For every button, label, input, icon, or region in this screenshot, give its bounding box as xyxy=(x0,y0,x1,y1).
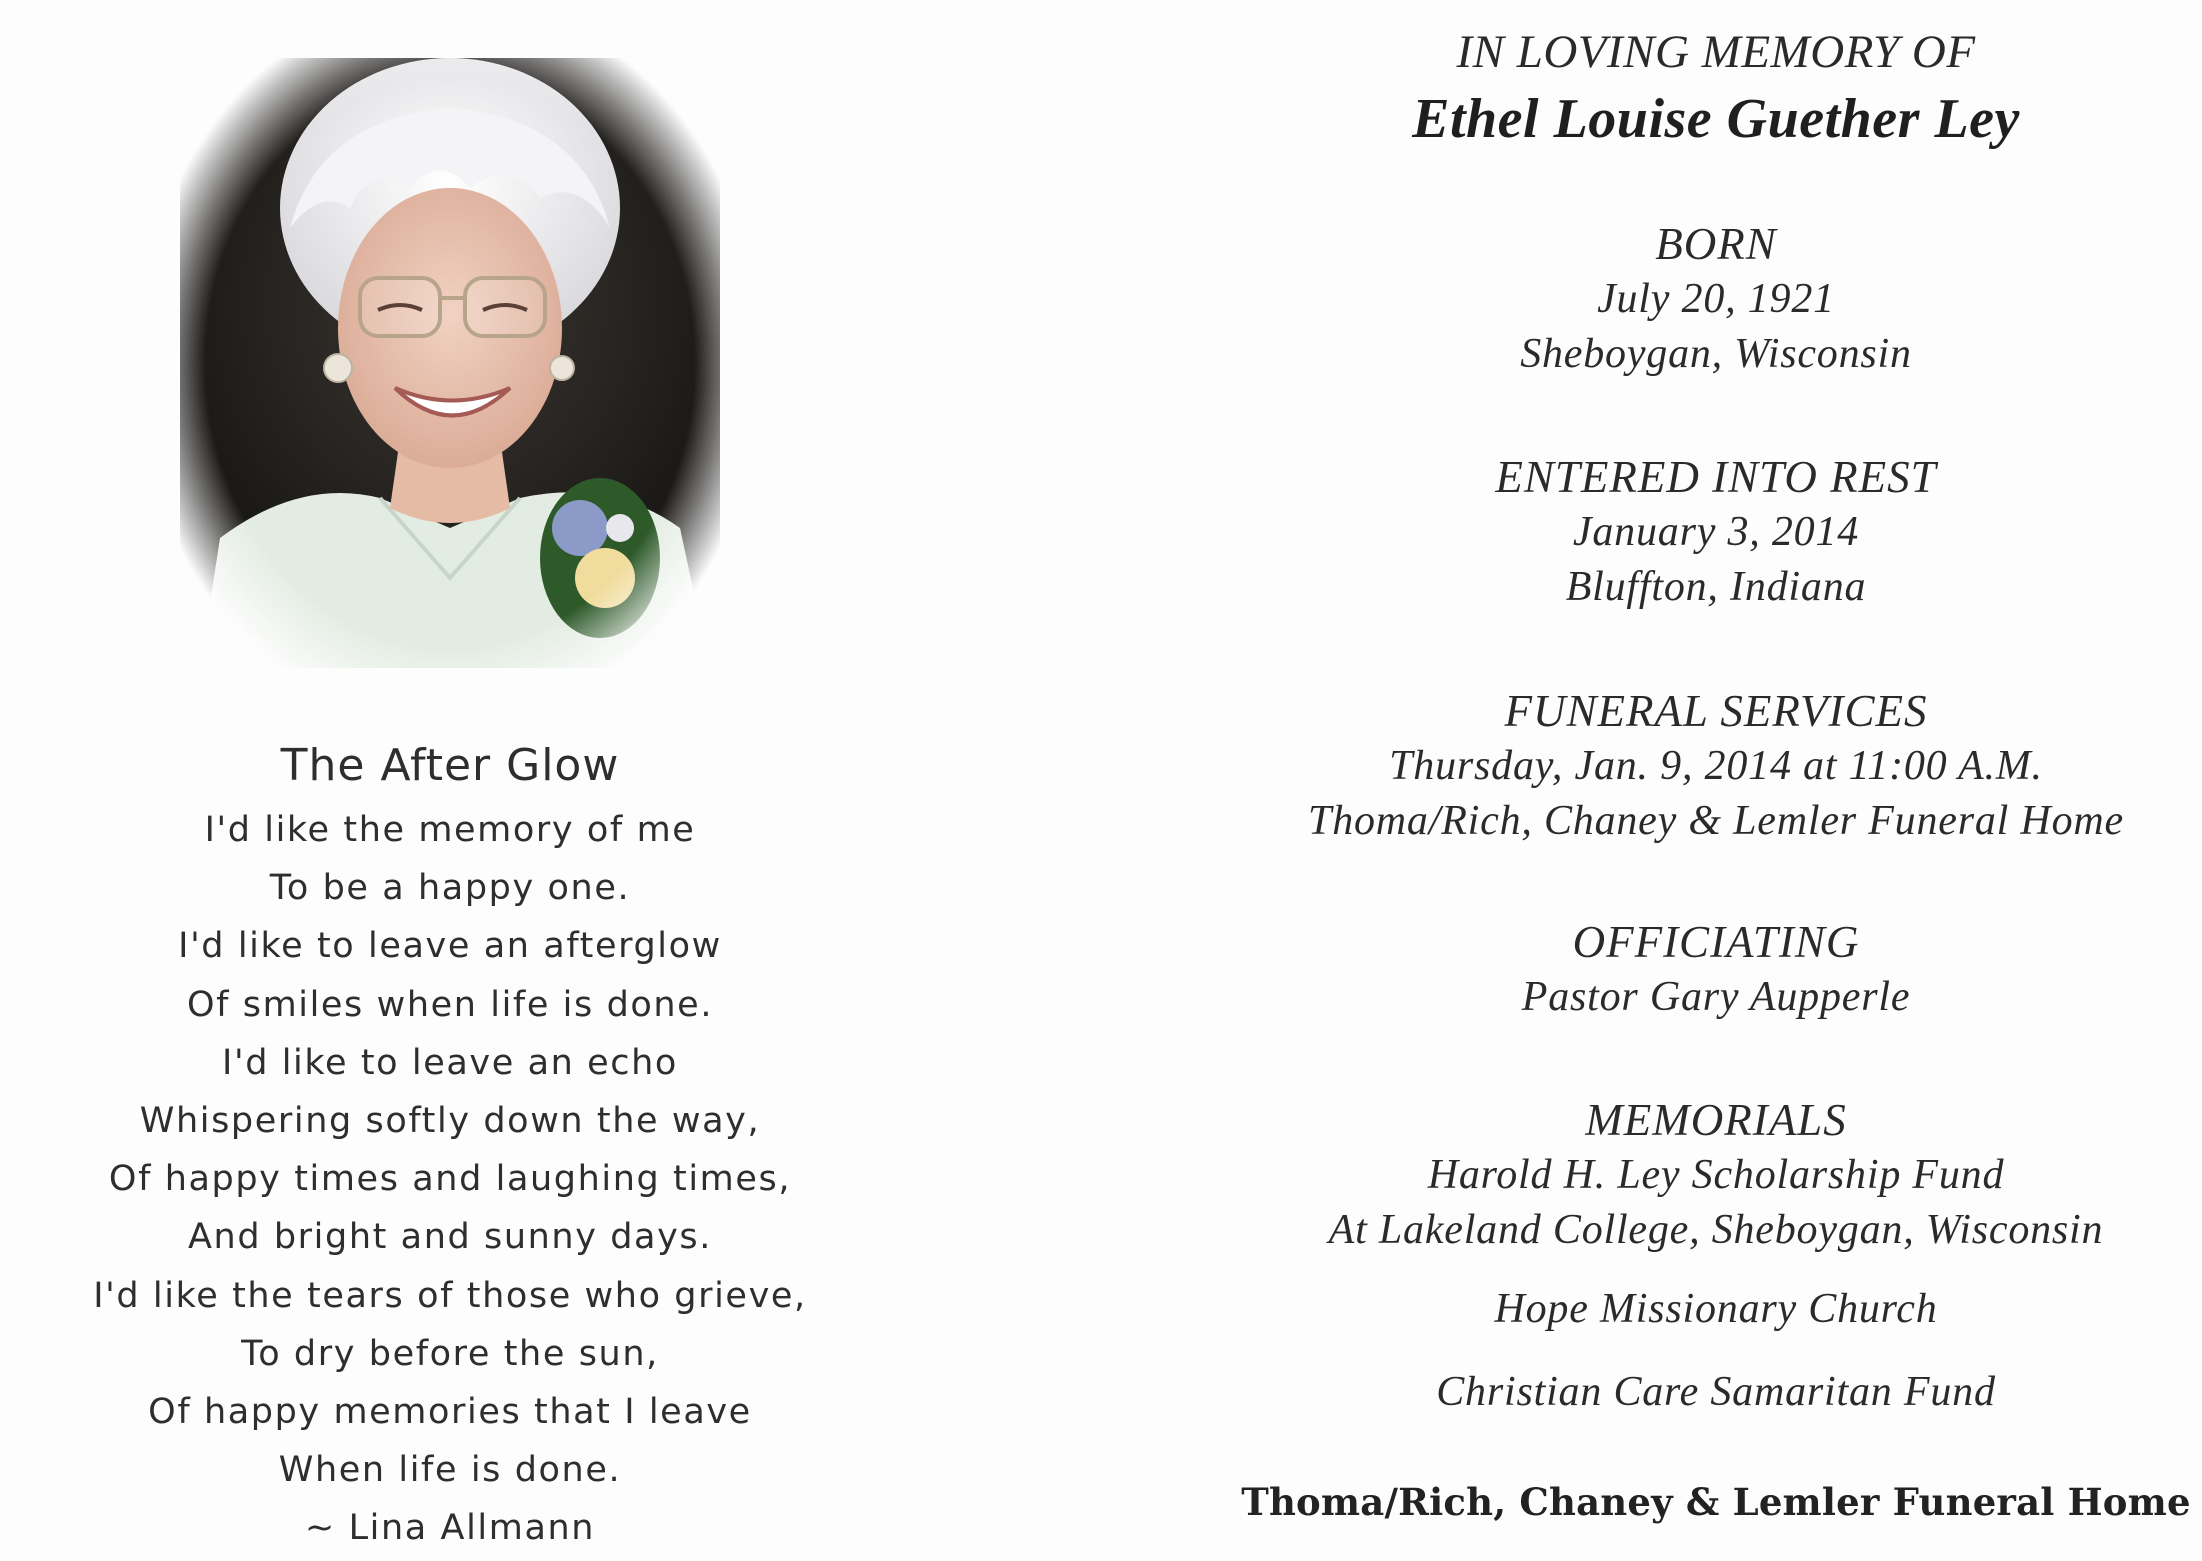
services-heading: FUNERAL SERVICES xyxy=(1504,686,1928,736)
officiating-section xyxy=(1230,914,2202,1025)
services-when: Thursday, Jan. 9, 2014 at 11:00 A.M. xyxy=(1389,743,2043,789)
memorial-item-3: Christian Care Samaritan Fund xyxy=(1436,1369,1996,1415)
portrait-illustration xyxy=(180,58,720,668)
born-date: July 20, 1921 xyxy=(1597,276,1835,322)
rest-place: Bluffton, Indiana xyxy=(1565,564,1867,610)
poem-line: Of smiles when life is done. xyxy=(186,984,714,1025)
officiating-name: Pastor Gary Aupperle xyxy=(1521,974,1911,1020)
rest-heading: ENTERED INTO REST xyxy=(1495,452,1937,502)
funeral-home-footer: Thoma/Rich, Chaney & Lemler Funeral Home xyxy=(1241,1480,2191,1524)
poem-line: Whispering softly down the way, xyxy=(139,1101,761,1142)
memory-heading: IN LOVING MEMORY OF xyxy=(1456,26,1976,78)
poem-line: I'd like the tears of those who grieve, xyxy=(93,1275,807,1316)
left-panel xyxy=(0,0,900,1561)
born-place: Sheboygan, Wisconsin xyxy=(1520,331,1912,377)
born-section xyxy=(1230,216,2202,382)
memorials-section xyxy=(1230,1092,2202,1258)
poem-title: The After Glow xyxy=(280,740,620,791)
poem-author: ~ Lina Allmann xyxy=(304,1508,596,1549)
poem-line: And bright and sunny days. xyxy=(188,1217,712,1258)
poem-lines xyxy=(40,801,860,1499)
right-panel xyxy=(1230,0,2202,1561)
poem-line: I'd like to leave an echo xyxy=(222,1042,678,1083)
poem-line: I'd like to leave an afterglow xyxy=(178,926,722,967)
memorial-line-1: Harold H. Ley Scholarship Fund xyxy=(1427,1152,2005,1198)
poem-line: To be a happy one. xyxy=(269,868,631,909)
memorial-line-2: At Lakeland College, Sheboygan, Wisconsin xyxy=(1328,1207,2104,1253)
memorial-item-2: Hope Missionary Church xyxy=(1494,1286,1938,1332)
rest-date: January 3, 2014 xyxy=(1572,509,1860,555)
poem-line: Of happy memories that I leave xyxy=(148,1392,752,1433)
poem-line: Of happy times and laughing times, xyxy=(108,1159,792,1200)
memorials-heading: MEMORIALS xyxy=(1585,1095,1847,1145)
rest-section xyxy=(1230,449,2202,615)
portrait-photo xyxy=(180,58,720,668)
poem-line: I'd like the memory of me xyxy=(204,810,696,850)
poem-line: When life is done. xyxy=(278,1450,622,1491)
deceased-name: Ethel Louise Guether Ley xyxy=(1412,88,2020,150)
born-heading: BORN xyxy=(1655,219,1777,269)
officiating-heading: OFFICIATING xyxy=(1572,917,1860,967)
services-section xyxy=(1230,683,2202,849)
poem-line: To dry before the sun, xyxy=(241,1333,659,1374)
services-where: Thoma/Rich, Chaney & Lemler Funeral Home xyxy=(1308,798,2124,844)
poem xyxy=(40,735,860,1557)
